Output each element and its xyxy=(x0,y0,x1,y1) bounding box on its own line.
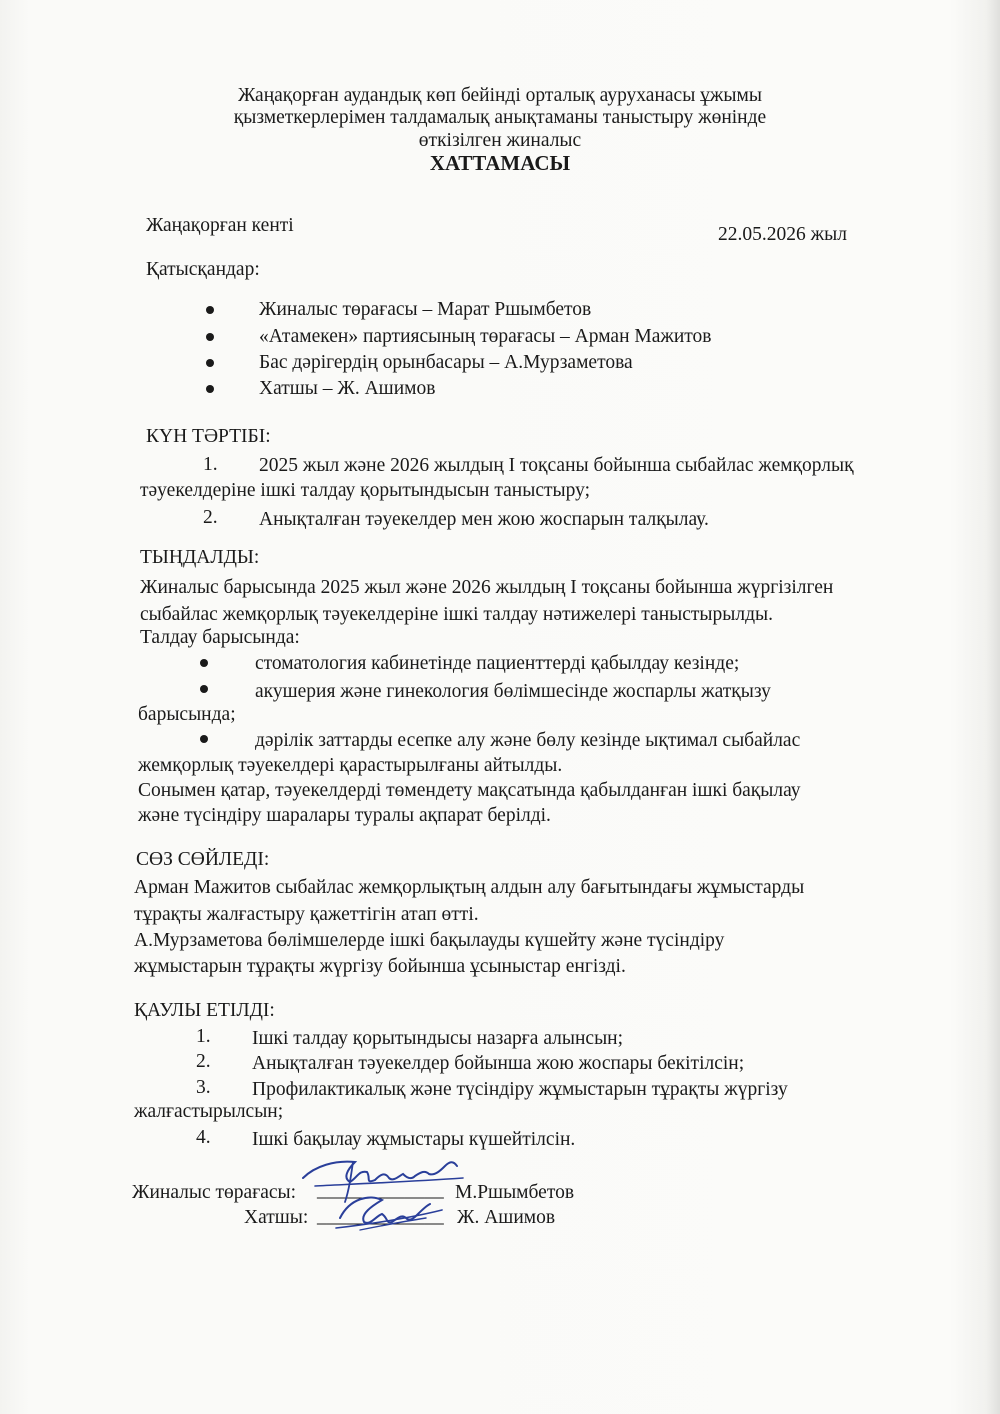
listened-label: ТЫҢДАЛДЫ: xyxy=(140,547,260,568)
participant-item: Бас дәрігердің орынбасары – А.Мурзаметова xyxy=(259,352,633,373)
resolved-item-text: Анықталған тәуекелдер бойынша жою жоспары бекітілсін; xyxy=(252,1053,745,1074)
chair-signature-line: _____________ xyxy=(317,1180,444,1201)
spoke-text: А.Мурзаметова бөлімшелерде ішкі бақылауды күшейту және түсіндіру xyxy=(134,930,725,951)
resolved-item-text: Ішкі бақылау жұмыстары күшейтілсін. xyxy=(252,1129,576,1150)
chair-name: М.Ршымбетов xyxy=(455,1182,575,1203)
chair-label: Жиналыс төрағасы: xyxy=(132,1182,297,1203)
resolved-item-text: Ішкі талдау қорытындысы назарға алынсын; xyxy=(252,1028,624,1049)
listened-bullet: стоматология кабинетінде пациенттерді қабылдау кезінде; xyxy=(255,653,740,674)
bullet-icon xyxy=(200,659,208,667)
document-title: ХАТТАМАСЫ xyxy=(429,151,571,175)
agenda-item-text: 2025 жыл және 2026 жылдың І тоқсаны бойынша сыбайлас жемқорлық xyxy=(259,455,854,476)
agenda-item-number: 2. xyxy=(203,507,218,528)
agenda-item-text: Анықталған тәуекелдер мен жою жоспарын талқылау. xyxy=(259,509,709,530)
bullet-icon xyxy=(206,306,214,314)
resolved-item-text: Профилактикалық және түсіндіру жұмыстарын тұрақты жүргізу xyxy=(252,1079,788,1100)
spoke-text: Арман Мажитов сыбайлас жемқорлықтың алдын алу бағытындағы жұмыстарды xyxy=(134,877,805,898)
bullet-icon xyxy=(206,385,214,393)
listened-text: және түсіндіру шаралары туралы ақпарат берілді. xyxy=(138,805,551,826)
secretary-signature-line: _____________ xyxy=(317,1206,444,1227)
secretary-label: Хатшы: xyxy=(244,1207,309,1228)
spoke-text: тұрақты жалғастыру қажеттігін атап өтті. xyxy=(134,904,479,925)
header-line-3: өткізілген жиналыс xyxy=(418,130,582,151)
header-line-2: қызметкерлерімен талдамалық анықтаманы таныстыру жөнінде xyxy=(233,107,767,128)
header-line-1: Жаңақорған аудандық көп бейінді орталық ауруханасы ұжымы xyxy=(238,85,762,106)
participants-label: Қатысқандар: xyxy=(146,259,260,280)
date: 22.05.2026 жыл xyxy=(718,224,847,245)
spoke-text: жұмыстарын тұрақты жүргізу бойынша ұсыныстар енгізді. xyxy=(134,956,626,977)
participant-item: Хатшы – Ж. Ашимов xyxy=(259,378,436,399)
resolved-item-number: 3. xyxy=(196,1077,211,1098)
resolved-item-text: жалғастырылсын; xyxy=(134,1101,284,1122)
agenda-item-number: 1. xyxy=(203,454,218,475)
listened-bullet: жемқорлық тәуекелдері қарастырылғаны айтылды. xyxy=(138,755,563,776)
secretary-name: Ж. Ашимов xyxy=(457,1207,556,1228)
bullet-icon xyxy=(200,735,208,743)
resolved-item-number: 1. xyxy=(196,1026,211,1047)
agenda-item-text: тәуекелдеріне ішкі талдау қорытындысын таныстыру; xyxy=(140,480,590,501)
listened-text: Талдау барысында: xyxy=(140,627,300,648)
listened-bullet: дәрілік заттарды есепке алу және бөлу кезінде ықтимал сыбайлас xyxy=(255,730,801,751)
spoke-label: СӨЗ СӨЙЛЕДІ: xyxy=(136,849,270,870)
resolved-item-number: 2. xyxy=(196,1051,211,1072)
agenda-label: КҮН ТӘРТІБІ: xyxy=(146,426,271,447)
place: Жаңақорған кенті xyxy=(146,215,294,236)
participant-item: «Атамекен» партиясының төрағасы – Арман Мажитов xyxy=(259,326,712,347)
participant-item: Жиналыс төрағасы – Марат Ршымбетов xyxy=(259,299,592,320)
listened-bullet: барысында; xyxy=(138,704,236,725)
resolved-item-number: 4. xyxy=(196,1127,211,1148)
secretary-signature xyxy=(330,1188,450,1238)
bullet-icon xyxy=(200,685,208,693)
bullet-icon xyxy=(206,333,214,341)
listened-text: сыбайлас жемқорлық тәуекелдеріне ішкі талдау нәтижелері таныстырылды. xyxy=(140,604,773,625)
listened-text: Жиналыс барысында 2025 жыл және 2026 жылдың І тоқсаны бойынша жүргізілген xyxy=(140,577,834,598)
bullet-icon xyxy=(206,359,214,367)
resolved-label: ҚАУЛЫ ЕТІЛДІ: xyxy=(134,1000,275,1021)
scan-edge-shadow xyxy=(986,0,1000,1414)
listened-text: Сонымен қатар, тәуекелдерді төмендету мақсатында қабылданған ішкі бақылау xyxy=(138,780,801,801)
listened-bullet: акушерия және гинекология бөлімшесінде жоспарлы жатқызу xyxy=(255,681,771,702)
